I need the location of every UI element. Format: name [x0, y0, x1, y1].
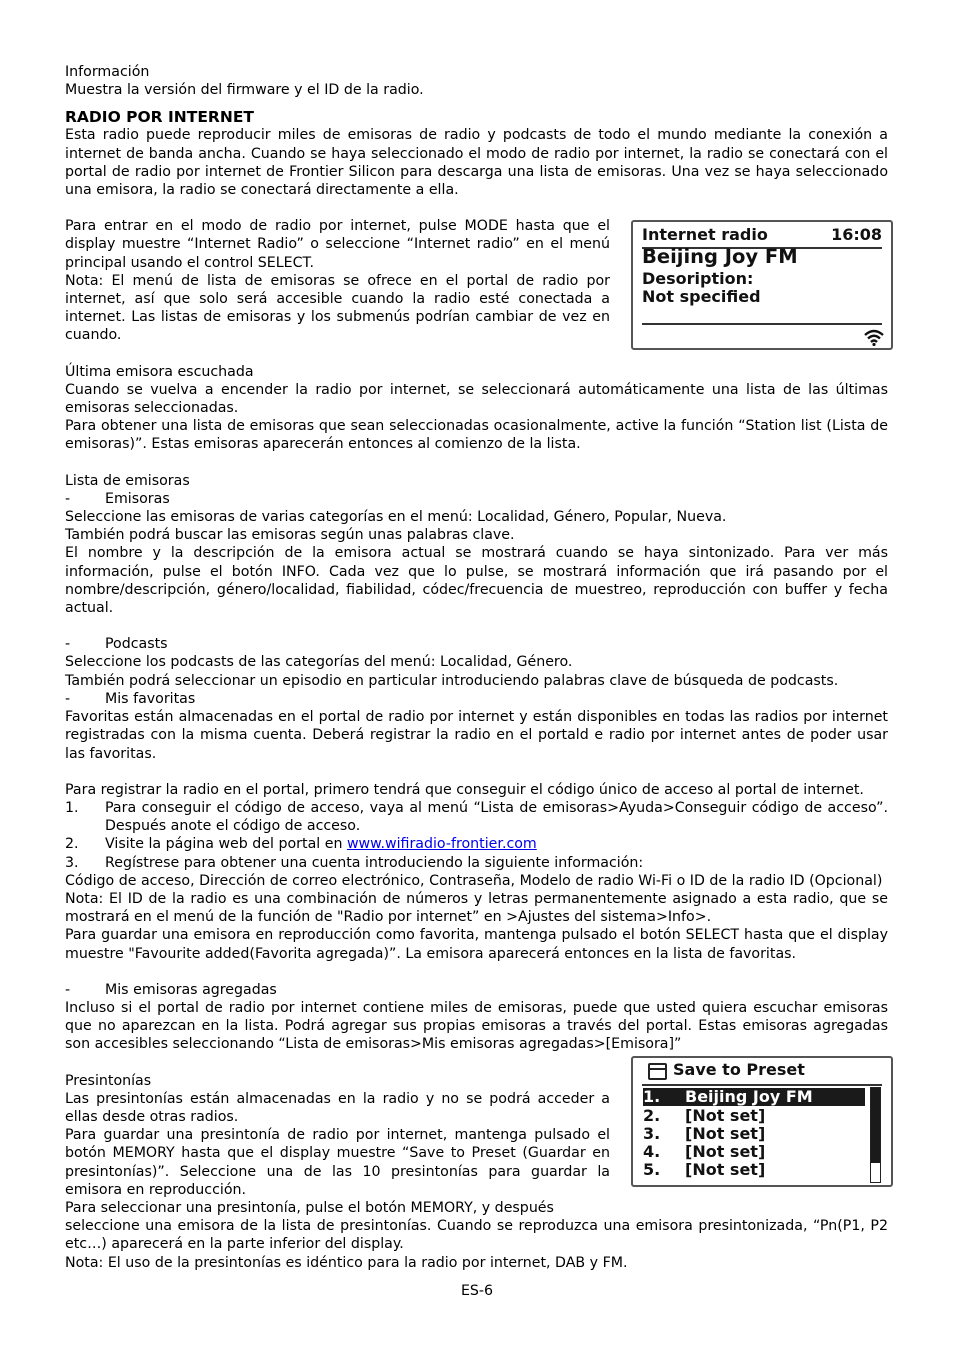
presets-p3a: Para seleccionar una presintonía, pulse el botón MEMORY, y después — [65, 1199, 554, 1216]
dash-marker: - — [65, 636, 71, 653]
folder-icon — [648, 1063, 667, 1080]
radio-display-screenshot — [631, 220, 893, 350]
dash-marker: - — [65, 690, 71, 707]
preset-number: 3. — [643, 1124, 661, 1143]
preset-item — [643, 1143, 865, 1161]
podcasts-p2: También podrá seleccionar un episodio en particular introduciendo palabras clave de búsqueda de podcasts. — [65, 672, 839, 689]
presets-p1: Las presintonías están almacenadas en la radio y no se podrá acceder a ellas desde otras radios. — [65, 1090, 610, 1125]
divider — [642, 323, 882, 325]
section-intro: Esta radio puede reproducir miles de emisoras de radio y podcasts de todo el mundo mediante la conexión a internet de banda ancha. Cuando se haya seleccionado el modo de radio por internet, la radio se conectará con el portal de radio por internet de Frontier Silicon para descarga una lista de emisoras. Una vez se haya seleccionado una emisora, la radio se conectará directamente a ella. — [65, 127, 888, 199]
favorites-p1: Favoritas están almacenadas en el portal de radio por internet y están disponibles en todas las radios por internet registradas con la misma cuenta. Deberá registrar la radio en el portald e radio por internet antes de poder usar las favoritas. — [65, 709, 888, 762]
emisoras-label: Emisoras — [105, 490, 170, 507]
preset-label: [Not set] — [685, 1142, 766, 1161]
presets-p2: Para guardar una presintonía de radio por internet, mantenga pulsado el botón MEMORY hasta que el display muestre “Save to Preset (Guardar en presintonías)”. Seleccione una de las 10 presintonías para guardar la emisora en reproducción. — [65, 1127, 610, 1198]
podcasts-p1: Seleccione los podcasts de las categorías del menú: Localidad, Género. — [65, 654, 573, 671]
step-text: Para conseguir el código de acceso, vaya al menú “Lista de emisoras>Ayuda>Conseguir código de acceso”. Después anote el código de acceso. — [105, 799, 888, 835]
preset-item — [643, 1088, 865, 1106]
dash-marker: - — [65, 981, 71, 998]
last-station-p1: Cuando se vuelva a encender la radio por internet, se seleccionará automáticamente una lista de las últimas emisoras seleccionadas. — [65, 381, 888, 417]
station-name: Beijing Joy FM — [642, 245, 798, 268]
step-number: 2. — [65, 836, 79, 853]
display-mode-label: Internet radio — [642, 225, 768, 244]
podcasts-item — [65, 635, 888, 653]
last-station-title: Última emisora escuchada — [65, 363, 254, 380]
save-to-preset-screenshot — [631, 1056, 893, 1187]
preset-number: 1. — [643, 1087, 661, 1106]
description-label: Desoription: — [642, 269, 754, 288]
info-title: Información — [65, 64, 150, 80]
register-text: Para registrar la radio en el portal, primero tendrá que conseguir el código único de acceso al portal de internet. — [65, 781, 864, 798]
preset-item — [643, 1161, 865, 1179]
station-list-title: Lista de emisoras — [65, 472, 190, 489]
presets-p3b: seleccione una emisora de la lista de presintonías. Cuando se reproduzca una emisora presintonizada, “Pn(P1, P2 etc…) aparecerá en la parte inferior del display. — [65, 1218, 888, 1253]
emisoras-item — [65, 490, 888, 508]
enter-mode-text: Para entrar en el modo de radio por internet, pulse MODE hasta que el display muestre “Internet Radio” o seleccione “Internet radio” en el menú principal usando el control SELECT. — [65, 218, 610, 271]
note-menu-text: Nota: El menú de lista de emisoras se ofrece en el portal de radio por internet, así que solo será accesible cuando la radio esté conectada a internet. Las listas de emisoras y los submenús podrían cambiar de vez en cuando. — [65, 272, 610, 344]
scrollbar-thumb — [871, 1088, 880, 1163]
emisoras-p1: Seleccione las emisoras de varias categorías en el menú: Localidad, Género, Popular, Nueva. — [65, 509, 727, 526]
step-number: 3. — [65, 854, 79, 871]
emisoras-p2: También podrá buscar las emisoras según unas palabras clave. — [65, 527, 515, 544]
presets-title: Presintonías — [65, 1072, 152, 1089]
preset-label: [Not set] — [685, 1124, 766, 1143]
emisoras-p3: El nombre y la descripción de la emisora actual se mostrará cuando se haya sintonizado. Para ver más información, pulse el botón INFO. Cada vez que lo pulse, se mostrará información que irá pasando por el nombre/descripción, género/localidad, fiabilidad, códec/frecuencia de muestreo, reproducción con buffer y fecha actual. — [65, 545, 888, 617]
wifi-signal-icon — [863, 328, 885, 346]
preset-number: 2. — [643, 1106, 661, 1125]
added-item — [65, 981, 888, 999]
podcasts-label: Podcasts — [105, 636, 168, 653]
preset-item — [643, 1107, 865, 1125]
display-time: 16:08 — [831, 225, 882, 244]
info-text: Muestra la versión del firmware y el ID de la radio. — [65, 82, 424, 99]
step-number: 1. — [65, 799, 79, 816]
step-text: Regístrese para obtener una cuenta introduciendo la siguiente información: — [105, 854, 644, 871]
note-id-text: Nota: El ID de la radio es una combinación de números y letras permanentemente asignado a esta radio, que se mostrará en el menú de la función de "Radio por internet” en >Ajustes del sistema>Info>. — [65, 890, 888, 926]
preset-label: Beijing Joy FM — [685, 1087, 813, 1106]
section-heading: RADIO POR INTERNET — [65, 108, 254, 127]
description-value: Not specified — [642, 287, 761, 306]
preset-number: 4. — [643, 1142, 661, 1161]
fields-text: Código de acceso, Dirección de correo electrónico, Contraseña, Modelo de radio Wi-Fi o ID de la radio ID (Opcional) — [65, 872, 883, 889]
favorites-label: Mis favoritas — [105, 690, 196, 707]
step-1 — [65, 799, 888, 835]
preset-number: 5. — [643, 1160, 661, 1179]
preset-label: [Not set] — [685, 1106, 766, 1125]
added-label: Mis emisoras agregadas — [105, 981, 277, 998]
page-number: ES-6 — [460, 1283, 494, 1299]
step-3 — [65, 854, 888, 872]
step-text: Visite la página web del portal en — [105, 836, 347, 853]
scrollbar — [870, 1087, 881, 1183]
preset-item — [643, 1125, 865, 1143]
dash-marker: - — [65, 490, 71, 507]
display-header — [642, 226, 882, 244]
divider — [642, 1084, 882, 1086]
step-2 — [65, 835, 888, 853]
save-fav-text: Para guardar una emisora en reproducción como favorita, mantenga pulsado el botón SELECT hasta que el display muestre "Favourite added(Favorita agregada)”. La emisora aparecerá entonces en la lista de favoritas. — [65, 927, 888, 962]
preset-label: [Not set] — [685, 1160, 766, 1179]
preset-screen-title: Save to Preset — [673, 1060, 805, 1079]
presets-note: Nota: El uso de la presintonías es idéntico para la radio por internet, DAB y FM. — [65, 1254, 628, 1271]
portal-link[interactable]: www.wifiradio-frontier.com — [346, 836, 537, 853]
added-p1: Incluso si el portal de radio por internet contiene miles de emisoras, puede que usted quiera escuchar emisoras que no aparezcan en la lista. Podrá agregar sus propias emisoras a través del portal. Estas emisoras agregadas son accesibles seleccionando “Lista de emisoras>Mis emisoras agregadas>[Emisora]” — [65, 999, 888, 1053]
favorites-item — [65, 690, 888, 708]
last-station-p2: Para obtener una lista de emisoras que sean seleccionadas ocasionalmente, active la función “Station list (Lista de emisoras)”. Estas emisoras aparecerán entonces al comienzo de la lista. — [65, 418, 888, 453]
